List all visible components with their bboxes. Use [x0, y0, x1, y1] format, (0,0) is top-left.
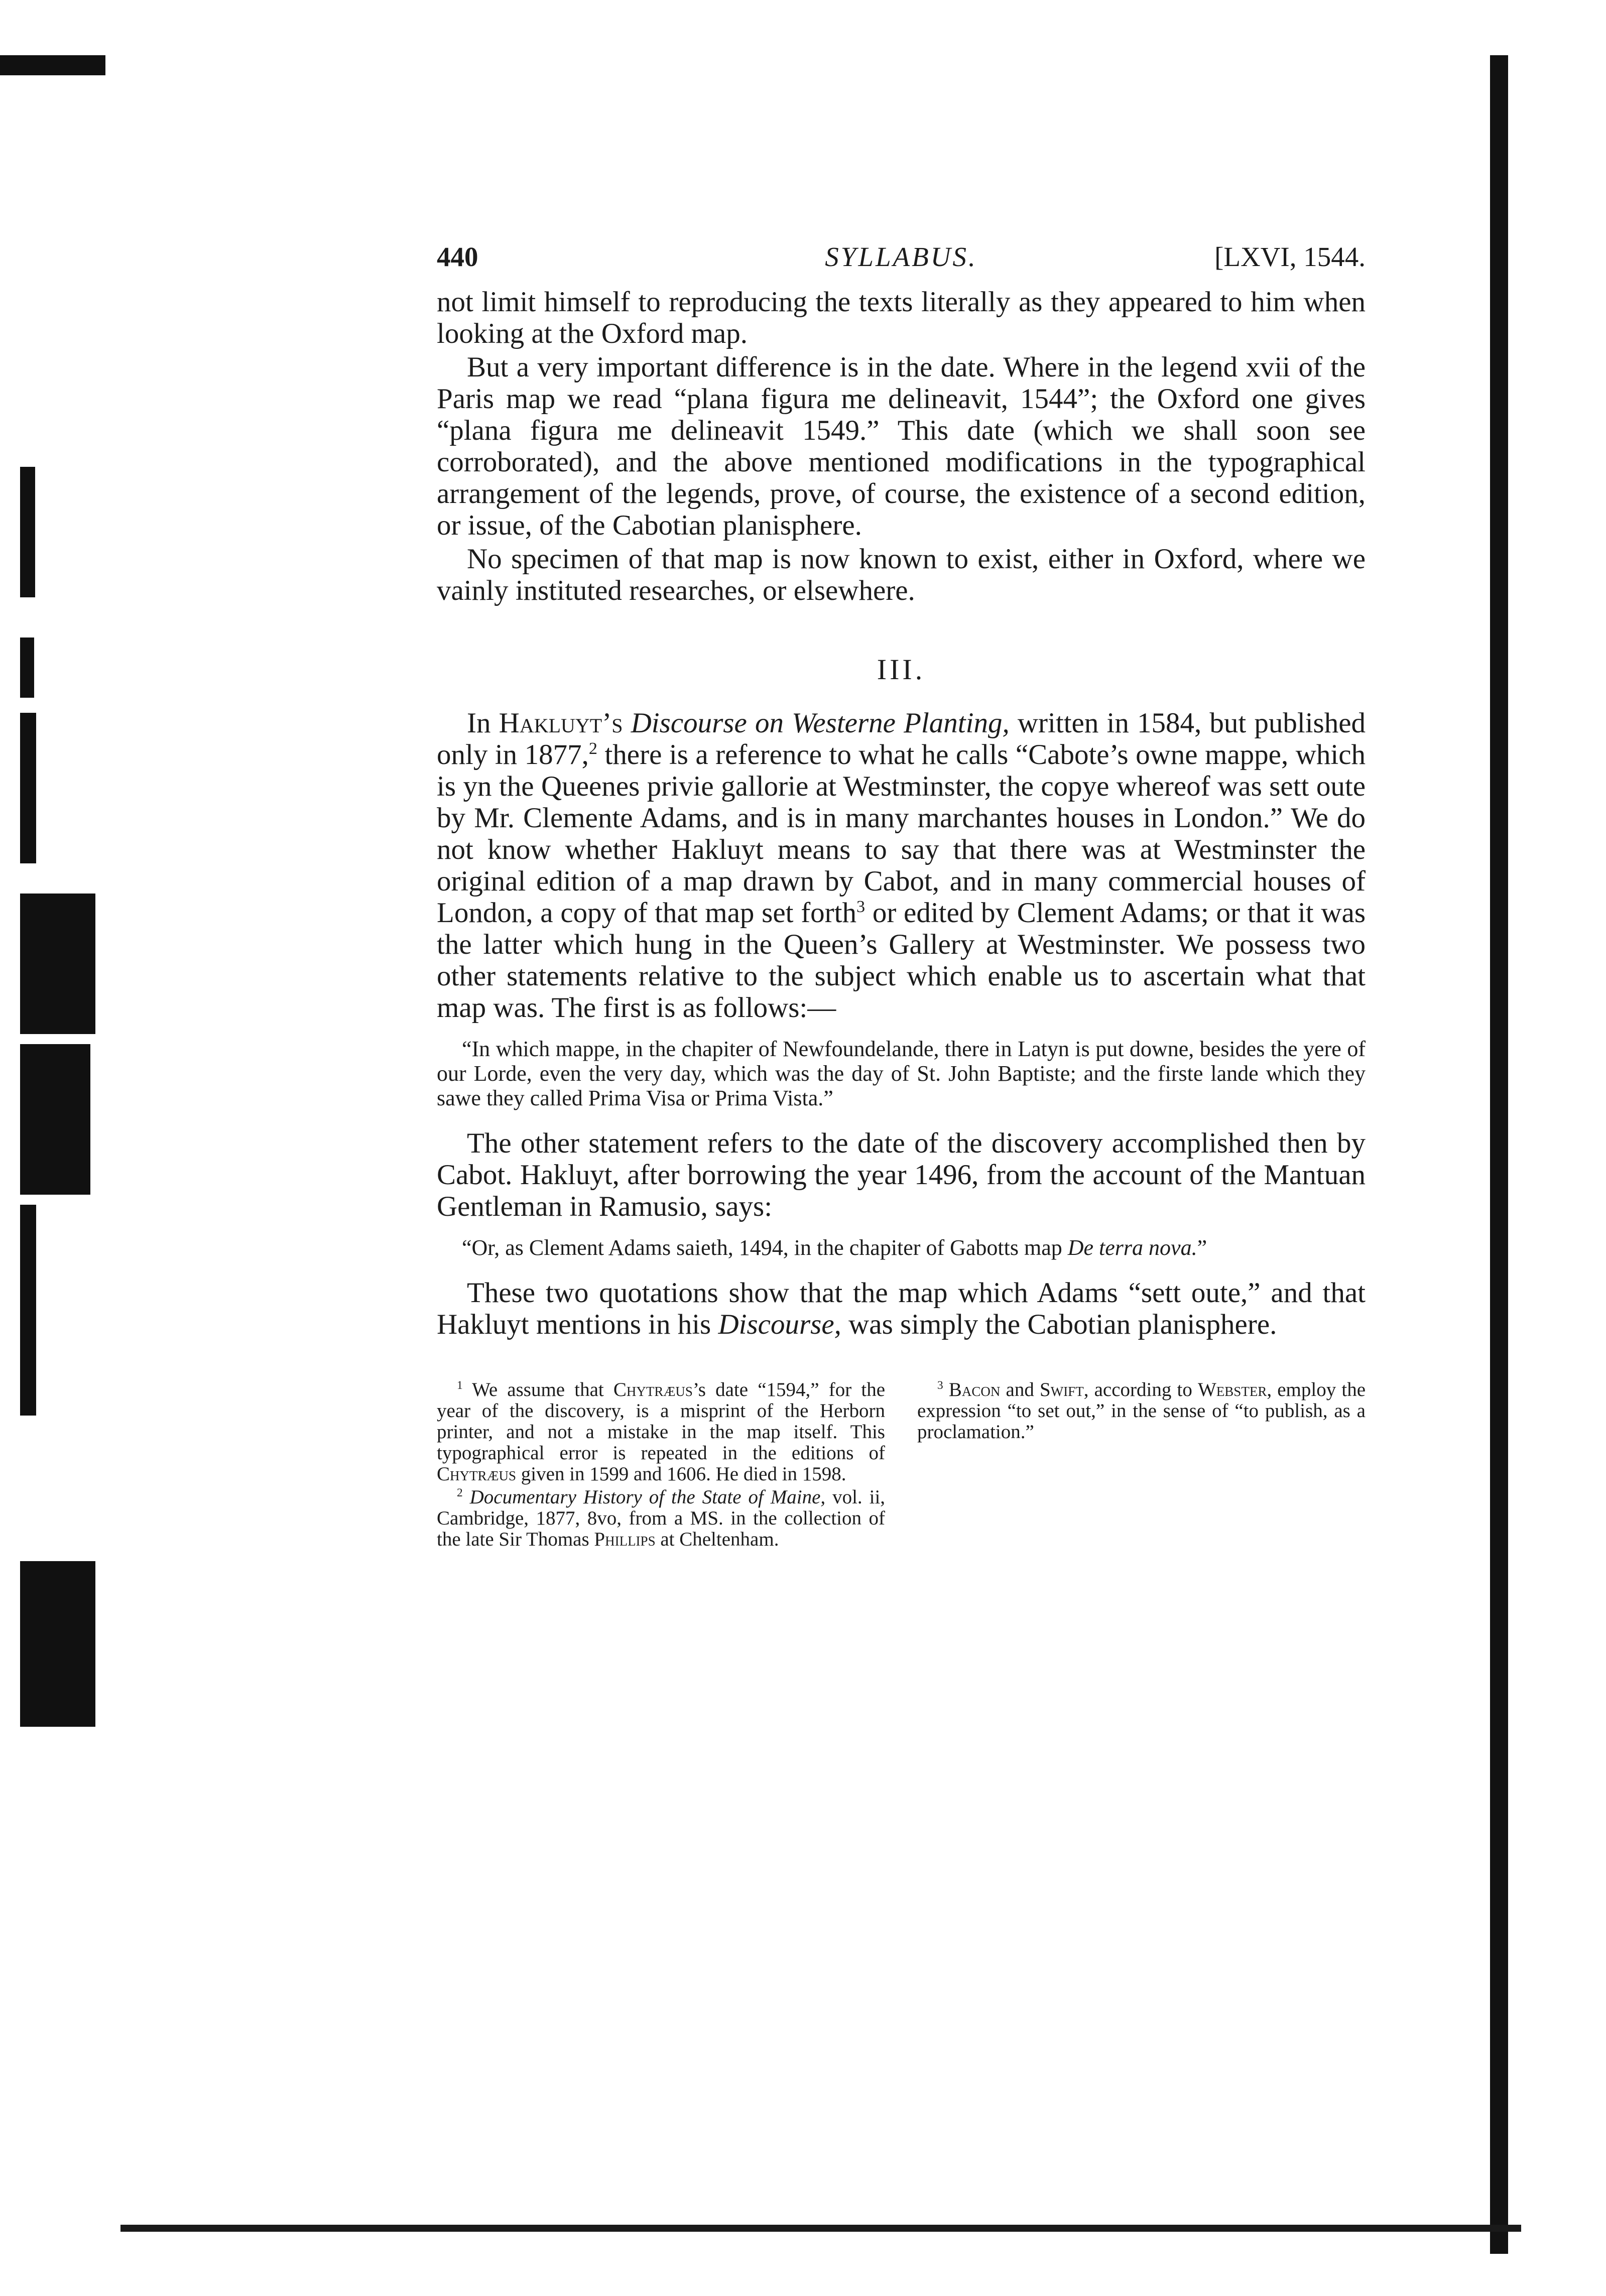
text-run: , employ the expression “to set out,” in the sense of “to publish, as a proclamation.”	[917, 1379, 1366, 1443]
text-run: In	[467, 707, 491, 739]
author-name: Chytræus	[437, 1463, 517, 1485]
gutter-mark	[20, 1044, 90, 1195]
footnote-number: 1	[457, 1379, 463, 1392]
footnotes	[437, 1379, 1366, 1552]
gutter-mark	[0, 55, 105, 75]
footnote-column-left	[437, 1379, 885, 1552]
running-title: SYLLABUS.	[825, 241, 977, 272]
text-run: These two quotations show that the map which Adams “sett oute,” and that Hakluyt mentions in his	[437, 1277, 1366, 1340]
author-name: Chytræus	[613, 1379, 693, 1400]
block-quote	[437, 1037, 1366, 1110]
footnote-number: 3	[937, 1379, 943, 1392]
paragraph: The other statement refers to the date of the discovery accomplished then by Cabot. Hakluyt, after borrowing the year 1496, from the account of the Mantuan Gentleman in Ramusio, says:	[437, 1127, 1366, 1222]
section-reference: [LXVI, 1544.	[1214, 241, 1366, 272]
footnote-column-right	[917, 1379, 1366, 1552]
footnote	[917, 1379, 1366, 1443]
book-page	[437, 241, 1366, 1552]
paragraph	[437, 707, 1366, 1024]
paragraph: not limit himself to reproducing the texts literally as they appeared to him when looking at the Oxford map.	[437, 286, 1366, 349]
page-number: 440	[437, 241, 478, 272]
running-head	[437, 241, 1366, 286]
work-title: Documentary History of the State of Maine,	[469, 1486, 826, 1508]
text-run: written in 1584, but published only in 1877,	[437, 707, 1366, 771]
footnote-ref: 3	[856, 898, 866, 916]
section-heading: III.	[877, 653, 926, 686]
footnote-ref: 2	[588, 739, 597, 758]
text-run: We assume that	[472, 1379, 604, 1400]
text-run: ’s date “1594,” for the year of the discovery, is a misprint of the Herborn printer, and not a mistake in the map itself. This typographical error is repeated in the editions of	[437, 1379, 886, 1464]
quote-text	[437, 1235, 1366, 1260]
footnote-number: 2	[457, 1486, 463, 1499]
block-quote	[437, 1235, 1366, 1260]
gutter-mark	[20, 1205, 36, 1416]
paragraph: No specimen of that map is now known to exist, either in Oxford, where we vainly instituted researches, or elsewhere.	[437, 543, 1366, 606]
footnote	[437, 1379, 885, 1485]
binding-spine-shadow	[1490, 55, 1508, 2254]
quote-text: “In which mappe, in the chapiter of Newfoundelande, there in Latyn is put downe, besides the yere of our Lorde, even the very day, which was the day of St. John Baptiste; and the firste lande which they sawe they called Prima Visa or Prima Vista.”	[437, 1037, 1366, 1110]
gutter-mark	[20, 1561, 95, 1727]
text-run: was simply the Cabotian planisphere.	[848, 1309, 1277, 1340]
gutter-mark	[20, 894, 95, 1034]
work-title: Discourse,	[718, 1309, 841, 1340]
text-run: given in 1599 and 1606. He died in 1598.	[521, 1463, 846, 1485]
text-run: or edited by Clement Adams; or that it was the latter which hung in the Queen’s Gallery at Westminster. We possess two other statements relative to the subject which enable us to ascertain what that map was. The first is as follows:—	[437, 897, 1366, 1024]
text-run: vol. ii, Cambridge, 1877, 8vo, from a MS. in the collection of the late Sir Thomas	[437, 1486, 886, 1550]
author-name: Bacon	[948, 1379, 1001, 1400]
text-run: at Cheltenham.	[660, 1528, 779, 1550]
footnote	[437, 1487, 885, 1550]
gutter-mark	[20, 467, 35, 597]
author-name: Phillips	[594, 1528, 656, 1550]
paragraph	[437, 1277, 1366, 1340]
work-title: Discourse on Westerne Planting,	[631, 707, 1010, 739]
text-run: , according to	[1083, 1379, 1192, 1400]
paragraph: But a very important difference is in the date. Where in the legend xvii of the Paris map we read “plana figura me delineavit, 1544”; the Oxford one gives “plana figura me delineavit 1549.” This date (which we shall soon see corroborated), and the above mentioned modifications in the typographical arrangement of the legends, prove, of course, the existence of a second edition, or issue, of the Cabotian planisphere.	[437, 351, 1366, 541]
work-title: De terra nova.	[1067, 1235, 1197, 1260]
author-name: Webster	[1198, 1379, 1267, 1400]
gutter-mark	[20, 637, 34, 698]
author-name: Hakluyt’s	[499, 707, 623, 739]
page-bottom-edge	[120, 2225, 1521, 2232]
author-name: Swift	[1040, 1379, 1084, 1400]
text-run: there is a reference to what he calls “Cabote’s owne mappe, which is yn the Queenes privie gallorie at Westminster, the copye whereof was sett oute by Mr. Clemente Adams, and is in many marchantes houses in London.” We do not know whether Hakluyt means to say that there was at Westminster the original edition of a map drawn by Cabot, and in many commercial houses of London, a copy of that map set forth	[437, 739, 1366, 929]
text-run: ”	[1197, 1235, 1207, 1260]
text-run: “Or, as Clement Adams saieth, 1494, in the chapiter of Gabotts map	[462, 1235, 1062, 1260]
text-run: and	[1006, 1379, 1034, 1400]
gutter-mark	[20, 713, 36, 863]
